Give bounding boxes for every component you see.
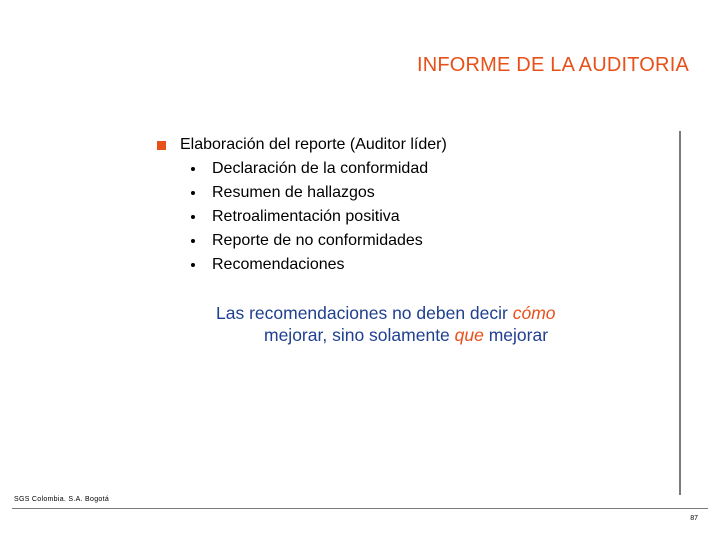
note-line-1 (216, 302, 656, 324)
dot-bullet-icon (191, 239, 195, 243)
note-text: mejorar (483, 325, 549, 345)
footer-company: SGS Colombia. S.A. Bogotá (14, 496, 110, 503)
sub-bullet (191, 181, 447, 205)
right-vertical-rule (679, 131, 681, 495)
note-text: Las recomendaciones no deben decir (216, 303, 513, 323)
bottom-horizontal-rule (12, 508, 708, 509)
sub-bullet-text: Reporte de no conformidades (212, 232, 423, 249)
sub-bullet-list (191, 157, 447, 277)
main-bullet (157, 133, 447, 157)
recommendation-note (216, 302, 656, 346)
page-number: 87 (690, 515, 698, 522)
note-text: mejorar, sino solamente (264, 325, 455, 345)
sub-bullet-text: Resumen de hallazgos (212, 184, 375, 201)
sub-bullet (191, 253, 447, 277)
dot-bullet-icon (191, 191, 195, 195)
note-emphasis: cómo (512, 303, 556, 323)
note-emphasis: que (454, 325, 484, 345)
slide-title: INFORME DE LA AUDITORIA (416, 54, 689, 76)
bullet-list (157, 133, 447, 277)
dot-bullet-icon (191, 215, 195, 219)
note-line-2 (216, 324, 656, 346)
sub-bullet-text: Retroalimentación positiva (212, 208, 400, 225)
sub-bullet (191, 229, 447, 253)
main-bullet-text: Elaboración del reporte (Auditor líder) (180, 136, 447, 153)
dot-bullet-icon (191, 263, 195, 267)
sub-bullet-text: Declaración de la conformidad (212, 160, 429, 177)
sub-bullet-text: Recomendaciones (212, 256, 345, 273)
sub-bullet (191, 205, 447, 229)
sub-bullet (191, 157, 447, 181)
dot-bullet-icon (191, 167, 195, 171)
square-bullet-icon (157, 141, 166, 150)
